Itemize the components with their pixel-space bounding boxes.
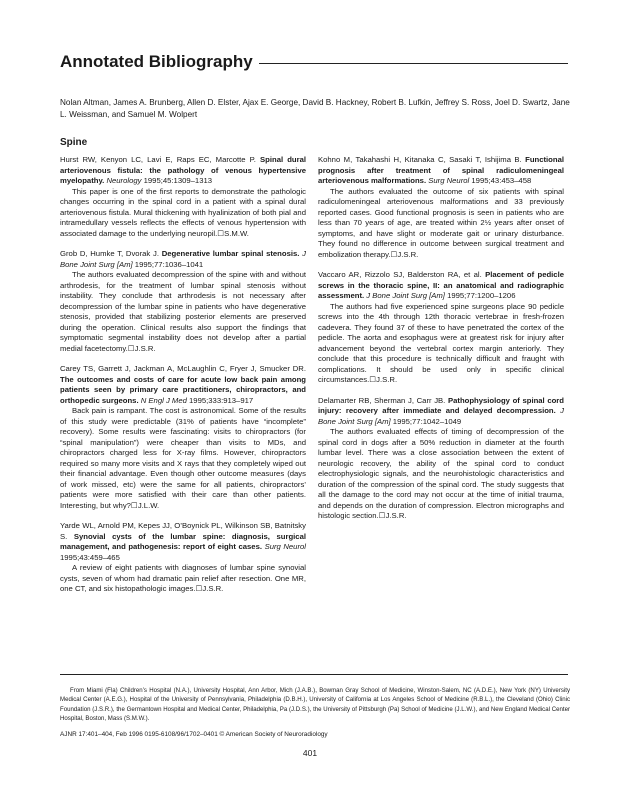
bibliography-entry	[318, 270, 564, 386]
bibliography-entry	[318, 396, 564, 522]
citation: Vaccaro AR, Rizzolo SJ, Balderston RA, et al. Placement of pedicle screws in the thoracic spine, II: an anatomical and radiographic assessment. J Bone Joint Surg [Am] 1995;77:1200–1206	[318, 270, 564, 300]
citation: Delamarter RB, Sherman J, Carr JB. Pathophysiology of spinal cord injury: recovery after immediate and delayed decompression. J Bone Joint Surg [Am] 1995;77:1042–1049	[318, 395, 564, 426]
abstract: The authors had five experienced spine surgeons place 90 pedicle screws into the 4th through 12th thoracic vertebrae in fresh-frozen cadevera. They found 37 of these to have penetrated the cortex of the pedicle. The aorta and esophagus were at greatest risk for injury after advancement beyond the vertebral cortex margin anteriorly. They conclude that this procedure is technically difficult and fraught with complications. It should be used only in specific clinical circumstances.☐J.S.R.	[318, 301, 564, 384]
author-list: Nolan Altman, James A. Brunberg, Allen D. Elster, Ajax E. George, David B. Hackney, Robert B. Lufkin, Jeffrey S. Ross, Joel D. Swartz, Jane L. Weissman, and Samuel M. Wolpert	[60, 98, 570, 119]
abstract: Back pain is rampant. The cost is astronomical. Some of the results of this study were predictable (31% of patients have “incomplete” recovery). Some results were fascinating: visits to chiropractors (for “spinal manipulation”) were cheaper than visits to MDs, and chiropractors charged less for X-ray films. However, chiropractors required so many more visits and X rays that they completely wiped out their financial advantage. Even though other outcome measures (days of work missed, etc) were the same for all patients, chiropractors’ patients were more satisfied with their care than other patients. Interesting, but why?☐J.L.W.	[60, 406, 306, 510]
bibliography-entry	[60, 249, 306, 354]
citation: Yarde WL, Arnold PM, Kepes JJ, O’Boynick PL, Wilkinson SB, Batnitsky S. Synovial cysts of the lumbar spine: diagnosis, surgical management, and pathogenesis: report of eight cases. Surg Neurol 1995;43:459–465	[60, 521, 306, 562]
right-column	[318, 155, 564, 532]
affiliations-footnote: From Miami (Fla) Children’s Hospital (N.A.), University Hospital, Ann Arbor, Mich (J.A.B.), Bowman Gray School of Medicine, Winston-Salem, NC (A.D.E.), New York (NY) University Medical Center (A.E.G.), Hospital of the University of Pennsylvania, Philadelphia (D.B.H.), University of California at Los Angeles School of Medicine (R.B.L.), the Cleveland (Ohio) Clinic Foundation (J.S.R.), the Germantown Hospital and Medical Center, Philadelphia, Pa (J.D.S.), the University of Pittsburgh (Pa) School of Medicine (J.L.W.), and New England Medical Center Hospital, Boston, Mass (S.M.W.).	[60, 687, 570, 723]
bibliography-entry	[60, 155, 306, 239]
bibliography-entry	[60, 521, 306, 595]
footnote-divider	[60, 674, 568, 675]
page-title: Annotated Bibliography	[60, 52, 259, 72]
bibliography-entry	[60, 364, 306, 511]
citation: Grob D, Humke T, Dvorak J. Degenerative lumbar spinal stenosis. J Bone Joint Surg [Am] 1995;77:1036–1041	[60, 249, 306, 269]
abstract: The authors evaluated the outcome of six patients with spinal radiculomeningeal arteriovenous malformations and 33 previously reported cases. Good functional prognosis is seen in patients who are less than 70 years of age, are treated within 2½ years after onset of symptoms, and have slight or moderate gait or urinary disturbance. They found no difference in outcome between surgical treatment and embolization therapy.☐J.S.R.	[318, 186, 564, 259]
bibliography-entry	[318, 155, 564, 260]
citation: Kohno M, Takahashi H, Kitanaka C, Sasaki T, Ishijima B. Functional prognosis after treatment of spinal radiculomeningeal arteriovenous malformations. Surg Neurol 1995;43:453–458	[318, 155, 564, 185]
citation: Hurst RW, Kenyon LC, Lavi E, Raps EC, Marcotte P. Spinal dural arteriovenous fistula: the pathology of venous hypertensive myelopathy. Neurology 1995;45:1309–1313	[60, 155, 307, 185]
abstract: The authors evaluated effects of timing of decompression of the spinal cord in dogs after a 50% reduction in diameter at the fourth lumbar level. There was a close association between the extent of neurologic recovery, the ability of the spinal cord to conduct electrophysiologic signals, and the neurohistologic characteristics and duration of the compression of the spinal cord. The study suggests that all the damage to the cord may not occur at the time of initial trauma, and depends on the duration of compression. Electron micrographs and histologic section.☐J.S.R.	[318, 427, 564, 520]
page-header	[60, 52, 568, 72]
abstract: This paper is one of the first reports to demonstrate the pathologic changes occurring in the spinal cord in a patient with a spinal dural arteriovenous fistula. Mural thickening with hyalinization of both pial and intramedullary vessels reflects the effects of venous hypertension with associated damage to the underlying neuropil.☐S.M.W.	[60, 186, 306, 238]
section-heading: Spine	[60, 137, 88, 148]
left-column	[60, 155, 306, 605]
page-number: 401	[302, 748, 318, 758]
journal-line: AJNR 17:401–404, Feb 1996 0195-6108/96/1702–0401 © American Society of Neuroradiology	[60, 731, 328, 738]
abstract: The authors evaluated decompression of the spine with and without arthrodesis, for the treatment of lumbar spinal stenosis without instability. They conclude that arthrodesis is not necessary after decompression of the lumbar spine in patients who have degenerative stenosis, provided that stabilizing posterior elements are preserved during the operation. Clinical results also support the findings that symptomatic segmental instability does not develop after a partial medial facetectomy.☐J.S.R.	[60, 270, 306, 353]
citation: Carey TS, Garrett J, Jackman A, McLaughlin C, Fryer J, Smucker DR. The outcomes and costs of care for acute low back pain among patients seen by primary care practitioners, chiropractors, and orthopedic surgeons. N Engl J Med 1995;333:913–917	[60, 364, 306, 405]
abstract: A review of eight patients with diagnoses of lumbar spine synovial cysts, seven of whom had dramatic pain relief after resection. One MR, one CT, and six histopathologic images.☐J.S.R.	[60, 563, 306, 593]
